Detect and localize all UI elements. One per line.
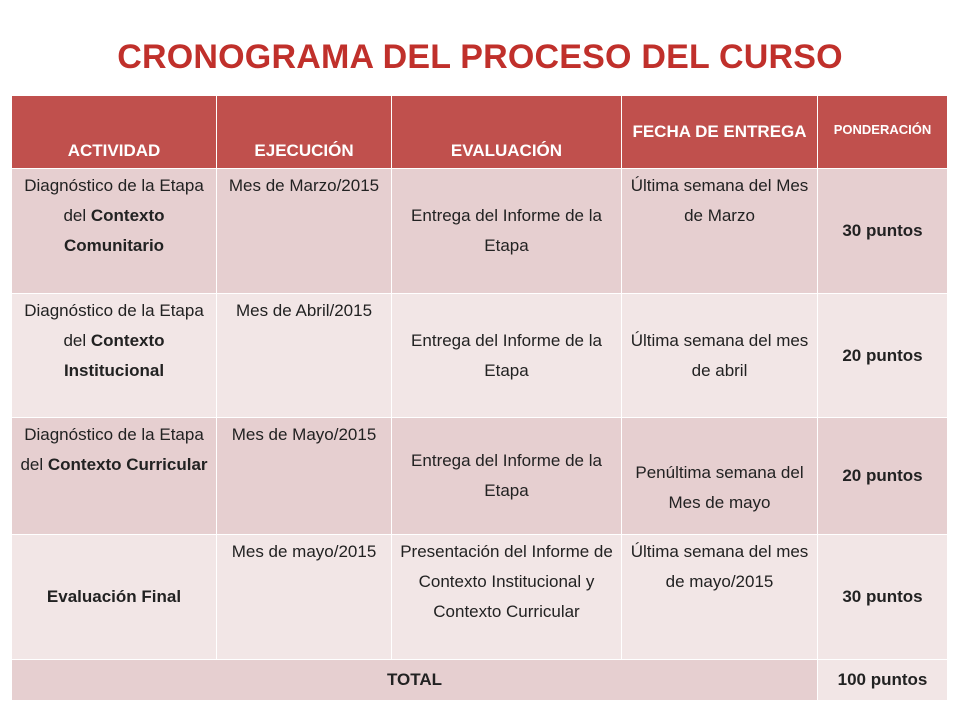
cell-ejecucion: Mes de Marzo/2015 [217,169,392,294]
cell-ejecucion: Mes de mayo/2015 [217,535,392,660]
table-row [12,418,948,535]
cell-actividad [12,418,217,535]
header-ponderacion: PONDERACIÓN [818,96,948,169]
actividad-bold-text: Evaluación Final [46,587,182,607]
page-title: CRONOGRAMA DEL PROCESO DEL CURSO [117,38,843,76]
table-row [12,535,948,660]
cell-evaluacion: Entrega del Informe de la Etapa [392,169,622,294]
cell-fecha: Última semana del mes de mayo/2015 [622,535,818,660]
header-ejecucion: EJECUCIÓN [217,96,392,169]
table-row [12,293,948,418]
header-evaluacion: EVALUACIÓN [392,96,622,169]
table-row [12,169,948,294]
cell-actividad [12,169,217,294]
cell-ejecucion: Mes de Mayo/2015 [217,418,392,535]
cell-actividad [12,535,217,660]
cell-ponderacion: 30 puntos [818,169,948,294]
cell-evaluacion: Entrega del Informe de la Etapa [392,418,622,535]
actividad-bold-text: Contexto Comunitario [63,206,165,255]
actividad-bold-text: Contexto Curricular [47,455,208,475]
table-header-row [12,96,948,169]
cell-evaluacion: Presentación del Informe de Contexto Institucional y Contexto Curricular [392,535,622,660]
cell-ponderacion: 20 puntos [818,293,948,418]
total-row [12,660,948,701]
cell-fecha: Penúltima semana del Mes de mayo [622,418,818,535]
cell-actividad [12,293,217,418]
header-actividad: ACTIVIDAD [12,96,217,169]
actividad-text: Diagnóstico de la Etapa del [20,425,204,475]
total-label: TOTAL [12,660,818,701]
cell-fecha: Última semana del Mes de Marzo [622,169,818,294]
total-value: 100 puntos [818,660,948,701]
actividad-text: Diagnóstico de la Etapa del [24,300,204,350]
schedule-table [11,95,948,701]
cell-fecha: Última semana del mes de abril [622,293,818,418]
cell-ponderacion: 30 puntos [818,535,948,660]
cell-ponderacion: 20 puntos [818,418,948,535]
actividad-text: Diagnóstico de la Etapa del [24,176,204,225]
header-fecha-entrega: FECHA DE ENTREGA [622,96,818,169]
cell-ejecucion: Mes de Abril/2015 [217,293,392,418]
cell-evaluacion: Entrega del Informe de la Etapa [392,293,622,418]
actividad-bold-text: Contexto Institucional [63,330,165,380]
